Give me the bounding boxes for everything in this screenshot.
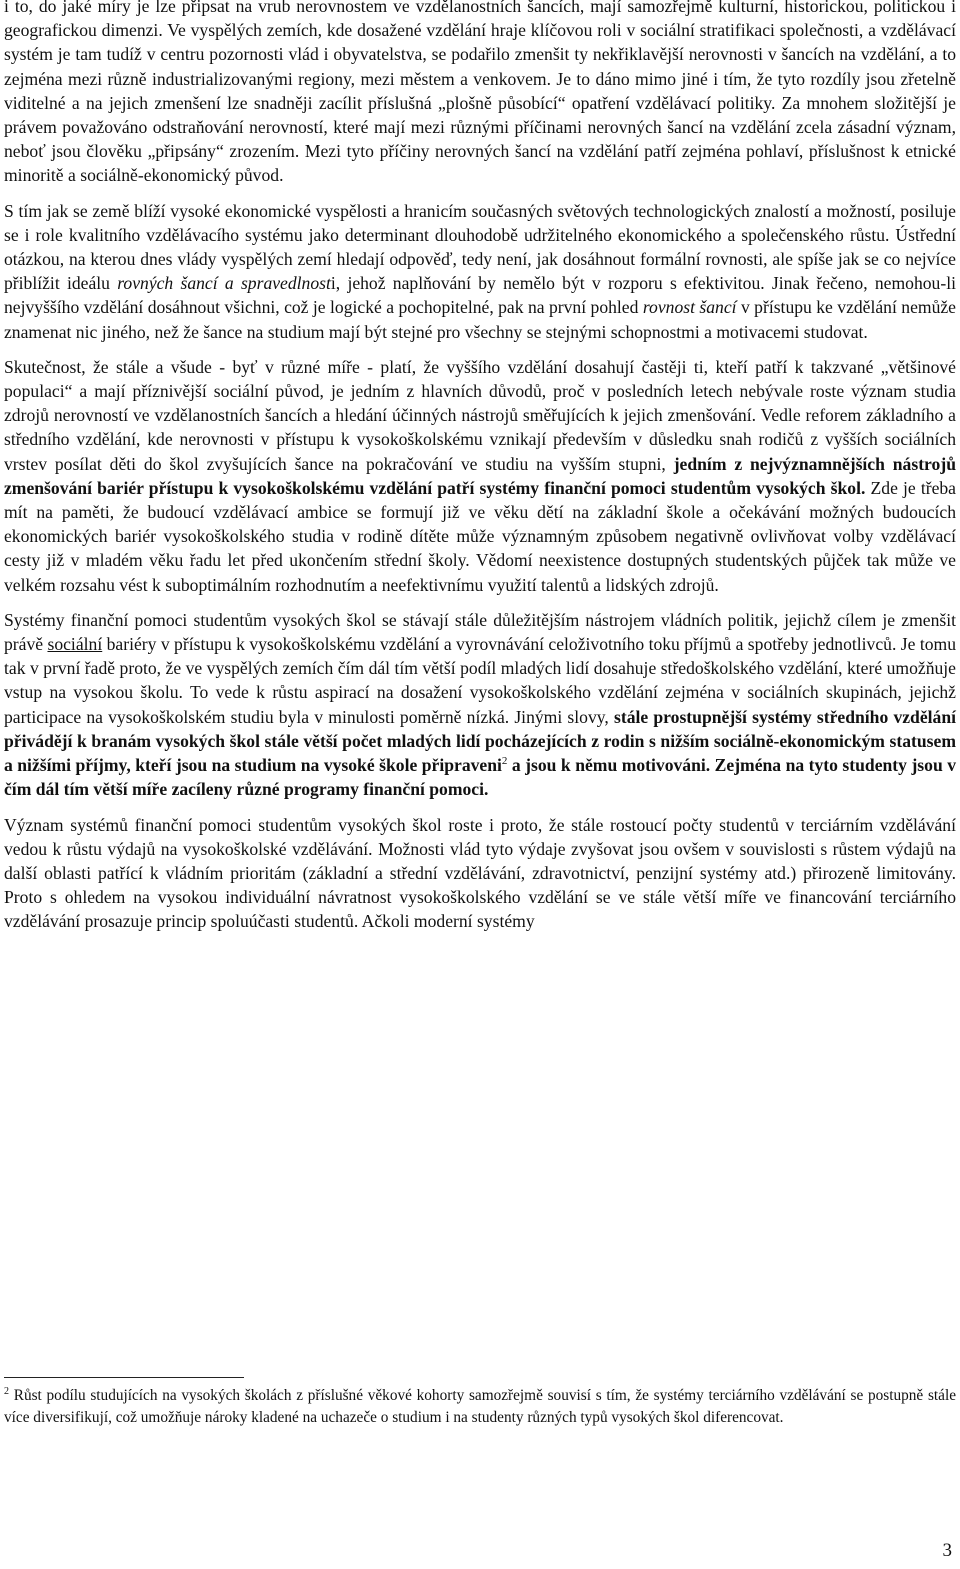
text-run: S tím jak se země blíží vysoké ekonomické vyspělosti a hranicím současných světových technologických znalostí a možností, posiluje se i role kvalitního vzdělávacího systému jako determinant dlouhodobě udržitelného ekonomického a společenského růstu. Ústřední otázkou, na kterou dnes vlády vyspělých zemí hledají odpověď, tedy není, jak dosáhnout formální rovnosti, ale spíše jak se co nejvíce přiblížit ideálu bbox=[4, 200, 956, 294]
text-run: Význam systémů finanční pomoci studentům vysokých škol roste i proto, že stále rostoucí počty studentů v terciárním vzdělávání vedou k růstu výdajů na vysokoškolské vzdělávání. Možnosti vlád tyto výdaje zvyšovat jsou ovšem v souvislosti s růstem výdajů na další oblasti patřící k vládním prioritám (základní a střední vzdělávání, zdravotnictví, penzijní systémy atd.) přirozeně limitovány. Proto s ohledem na vysokou individuální návratnost vysokoškolského vzdělání se ve stále větší míře ve financování terciárního vzdělávání prosazuje princip spoluúčasti studentů. Ačkoli moderní systémy bbox=[4, 814, 956, 932]
paragraph bbox=[4, 199, 956, 344]
text-run: a jsou k němu motivováni. Zejména na tyto studenty jsou v čím dál tím větší míře zacíleny různé programy finanční pomoci. bbox=[4, 755, 957, 800]
text-run: i, jehož naplňování by nemělo být v rozporu s efektivitou. Jinak řečeno, nemohou-li nejvyššího vzdělání dosáhnout všichni, což je logické a pochopitelné, pak na první pohled bbox=[4, 273, 956, 318]
footnote bbox=[4, 1385, 956, 1429]
paragraph bbox=[4, 0, 956, 188]
footnote-text: Růst podílu studujících na vysokých školách z příslušné věkové kohorty samozřejmě souvisí s tím, že systémy terciárního vzdělávání se postupně stále více diversifikují, což umožňuje nároky kladené na uchazeče o studium i na studenty různých typů vysokých škol diferencovat. bbox=[4, 1387, 956, 1426]
text-run: Zde je třeba mít na paměti, že budoucí vzdělávací ambice se formují již ve věku dětí na základní škole a očekávání možných budoucích ekonomických bariér vysokoškolského studia v rodině dítěte může významným způsobem negativně ovlivňovat volby vzdělávací cesty již v mladém věku řadu let před ukončením střední školy. Vědomí neexistence dostupných studentských půjček tak může ve velkém rozsahu vést k suboptimálním rozhodnutím a neefektivnímu využití talentů a lidských zdrojů. bbox=[4, 477, 956, 595]
text-run: sociální bbox=[47, 634, 103, 655]
footnote-separator bbox=[4, 1377, 244, 1378]
text-run: Skutečnost, že stále a všude - byť v různé míře - platí, že vyššího vzdělání dosahují častěji ti, kteří patří k takzvané „většinové populaci“ a mají příznivější sociální původ, je jedním z hlavních důvodů, proč v posledních letech nebývale roste význam studia zdrojů nerovností ve vzdělanostních šancích a hledání účinných nástrojů směřujících k jejich zmenšování. Vedle reforem základního a středního vzdělání, kde nerovnosti v přístupu k vysokoškolskému vznikají především v důsledku snah rodičů z vyšších sociálních vrstev posílat děti do škol zvyšujících šance na pokračování ve studiu na vyšším stupni, bbox=[4, 356, 956, 474]
footnote-mark: 2 bbox=[4, 1385, 9, 1397]
paragraph bbox=[4, 608, 956, 802]
text-run: bariéry v přístupu k vysokoškolskému vzdělání a vyrovnávání celoživotního toku příjmů a spotřeby jednotlivců. Je tomu tak v první řadě proto, že ve vyspělých zemích čím dál tím větší podíl mladých lidí dosahuje středoškolského vzdělání, které umožňuje vstup na vysokou školu. To vede k růstu aspirací na dosažení vysokoškolského vzdělání zejména v sociálních skupinách, jejichž participace na vysokoškolském studiu byla v minulosti poměrně nízká. Jinými slovy, bbox=[4, 634, 956, 727]
text-run: jedním z nejvýznamnějších nástrojů zmenšování bariér přístupu k vysokoškolskému vzdělání patří systémy finanční pomoci studentům vysokých škol. bbox=[4, 453, 956, 498]
text-run: stále prostupnější systémy středního vzdělání přivádějí k branám vysokých škol stále větší počet mladých lidí pocházejících z rodin s nižším sociálně-ekonomickým statusem a nižšími příjmy, kteří jsou na studium na vysoké škole připraveni bbox=[4, 706, 956, 776]
text-run: i to, do jaké míry je lze připsat na vrub nerovnostem ve vzdělanostních šancích, mají samozřejmě kulturní, historickou, politickou i geografickou dimenzi. Ve vyspělých zemích, kde dosažené vzdělání hraje klíčovou roli v sociální stratifikaci společnosti, a vzdělávací systém je tam tudíž v centru pozornosti vlád i obyvatelstva, se podařilo zmenšit ty nekřiklavější nerovnosti v šancích na vzdělání, a to zejména mezi různě industrializovanými regiony, mezi městem a venkovem. Je to dáno mimo jiné i tím, že tyto rozdíly jsou zřetelně viditelné a na jejich zmenšení lze snadněji zacílit příslušná „plošně působící“ opatření vzdělávací politiky. Za mnohem složitější je právem považováno odstraňování nerovností, které mají mezi různými příčinami nerovných šancí na vzdělání zcela zásadní význam, neboť jsou člověku „připsány“ zrozením. Mezi tyto příčiny nerovných šancí na vzdělání patří zejména pohlaví, příslušnost k etnické minoritě a sociálně-ekonomický původ. bbox=[4, 0, 956, 186]
text-run: v přístupu ke vzdělání nemůže znamenat nic jiného, než že šance na studium mají být stejné pro všechny se stejnými schopnostmi a motivacemi studovat. bbox=[4, 297, 956, 342]
text-run: rovných šancí a spravedlnost bbox=[117, 273, 331, 294]
paragraph bbox=[4, 813, 956, 934]
text-run: Systémy finanční pomoci studentům vysokých škol se stávají stále důležitějším nástrojem vládních politik, jejichž cílem je zmenšit právě bbox=[4, 609, 956, 655]
page-number: 3 bbox=[942, 1540, 952, 1561]
footnote-reference: 2 bbox=[501, 755, 508, 768]
body-text bbox=[4, 0, 956, 945]
paragraph bbox=[4, 355, 956, 597]
text-run: rovnost šancí bbox=[642, 297, 737, 318]
